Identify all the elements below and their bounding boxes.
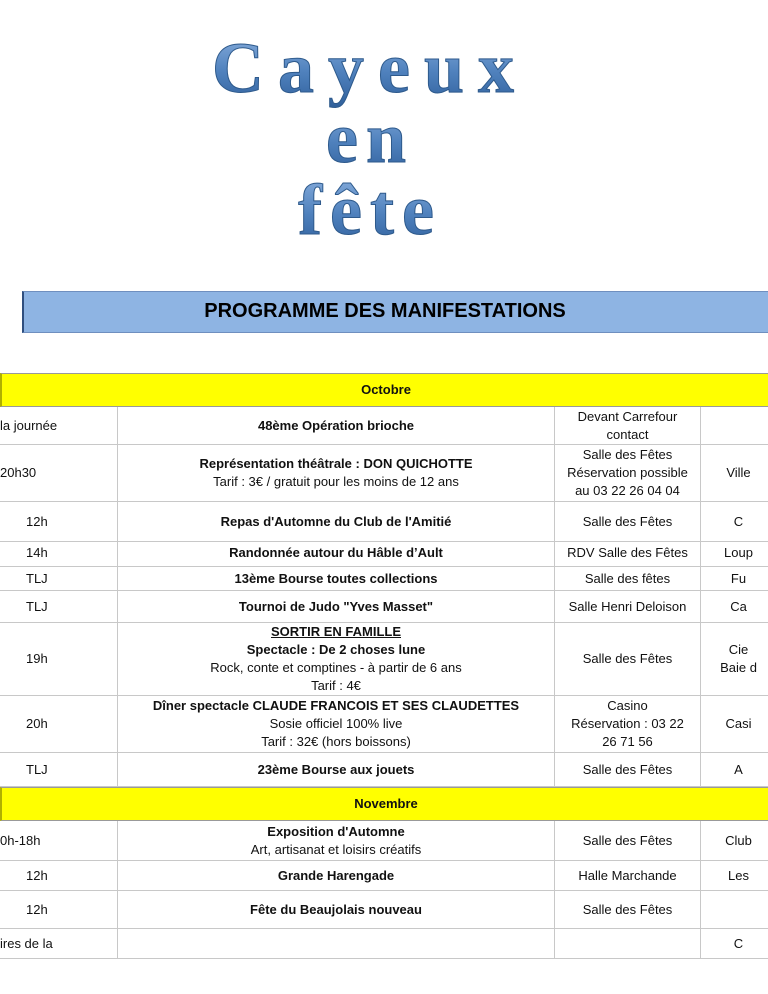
event-place (555, 891, 701, 928)
event-place-line: Casino (607, 698, 648, 713)
event-place (555, 861, 701, 890)
event-organizer-line: Cie (728, 642, 749, 657)
event-title-line: Dîner spectacle CLAUDE FRANCOIS ET SES CLAUDETTES (152, 698, 520, 713)
logo-line-3: fête (298, 170, 442, 250)
event-place-line: Salle Henri Deloison (568, 598, 687, 614)
event-time: la journée (0, 407, 118, 444)
event-time: TLJ (0, 753, 118, 786)
event-organizer-line: Club (725, 832, 752, 848)
event-organizer (701, 623, 768, 695)
event-row (0, 929, 768, 959)
event-title-line: 48ème Opération brioche (257, 417, 415, 433)
event-organizer (701, 540, 768, 566)
event-place (555, 623, 701, 695)
event-place (555, 540, 701, 566)
event-title (118, 623, 555, 695)
event-organizer-line: C (733, 513, 744, 529)
event-place (555, 591, 701, 622)
event-place (555, 929, 701, 958)
event-organizer-line: Casi (725, 716, 752, 731)
event-title-line: SORTIR EN FAMILLE (271, 624, 401, 639)
event-place (555, 567, 701, 590)
event-organizer-line: Loup (724, 545, 753, 560)
event-title-line: 13ème Bourse toutes collections (234, 570, 438, 586)
event-time: 12h (0, 861, 118, 890)
event-title-line: Tarif : 3€ / gratuit pour les moins de 12 ans (213, 474, 459, 489)
event-place-line: RDV Salle des Fêtes (567, 545, 688, 560)
event-row (0, 753, 768, 787)
event-time: 20h (0, 696, 118, 752)
event-row (0, 623, 768, 696)
event-time: 12h (0, 502, 118, 541)
event-organizer-line: A (734, 761, 743, 777)
event-title-line: Randonnée autour du Hâble d’Ault (229, 545, 443, 560)
event-title (118, 445, 555, 501)
event-row (0, 591, 768, 623)
event-place-line: Réservation possible (567, 465, 688, 480)
event-title-line: Art, artisanat et loisirs créatifs (250, 841, 422, 857)
logo-line-1: Cayeux (212, 28, 528, 108)
event-title-line: Spectacle : De 2 choses lune (246, 642, 426, 657)
event-title (118, 407, 555, 444)
event-title-line: Représentation théâtrale : DON QUICHOTTE (199, 456, 473, 471)
event-place-line: Salle des fêtes (584, 570, 671, 586)
event-title (118, 891, 555, 928)
event-place-line: 26 71 56 (602, 734, 653, 749)
event-place-line: Devant Carrefour (577, 408, 678, 424)
event-row (0, 696, 768, 753)
event-row (0, 891, 768, 929)
event-title-line: Exposition d'Automne (267, 823, 405, 839)
event-place-line: Salle des Fêtes (582, 447, 673, 462)
event-organizer (701, 445, 768, 501)
event-title-line: Rock, conte et comptines - à partir de 6 ans (210, 660, 462, 675)
event-title-line: Fête du Beaujolais nouveau (250, 901, 422, 917)
event-organizer (701, 567, 768, 590)
event-row (0, 445, 768, 502)
event-organizer-line: Ca (730, 598, 747, 614)
event-place-line: Réservation : 03 22 (571, 716, 684, 731)
event-row (0, 502, 768, 542)
event-row (0, 407, 768, 445)
event-organizer-line: C (733, 935, 744, 951)
event-title (118, 696, 555, 752)
event-title-line: 23ème Bourse aux jouets (257, 761, 415, 777)
event-time: 19h (0, 623, 118, 695)
event-organizer (701, 821, 768, 860)
event-title (118, 861, 555, 890)
event-place-line: Salle des Fêtes (582, 901, 673, 917)
event-place-line: Salle des Fêtes (582, 832, 673, 848)
event-time: 0h-18h (0, 821, 118, 860)
event-place (555, 696, 701, 752)
event-time: 14h (0, 540, 118, 566)
logo-wordart (0, 20, 768, 250)
event-title-line: Tournoi de Judo "Yves Masset" (238, 598, 434, 614)
event-place (555, 445, 701, 501)
event-row (0, 567, 768, 591)
event-row (0, 861, 768, 891)
event-place-line: contact (606, 426, 649, 442)
month-label: Novembre (354, 796, 418, 811)
event-place-line: Salle des Fêtes (582, 513, 673, 529)
event-place-line: Salle des Fêtes (582, 761, 673, 777)
event-title (118, 929, 555, 958)
event-organizer (701, 861, 768, 890)
event-organizer (701, 696, 768, 752)
event-organizer-line: Fu (730, 570, 747, 586)
event-title-line: Sosie officiel 100% live (269, 716, 403, 731)
event-place-line: au 03 22 26 04 04 (575, 483, 680, 498)
event-place-line: Halle Marchande (578, 867, 677, 883)
event-organizer-line: Ville (726, 465, 751, 480)
month-header-october (0, 373, 768, 407)
event-organizer (701, 591, 768, 622)
event-title-line: Tarif : 4€ (311, 678, 361, 693)
event-title (118, 502, 555, 541)
programme-title: PROGRAMME DES MANIFESTATIONS (204, 300, 566, 322)
event-time: ires de la (0, 929, 118, 958)
event-title (118, 821, 555, 860)
event-organizer (701, 891, 768, 928)
month-label: Octobre (361, 382, 411, 397)
event-time: 20h30 (0, 445, 118, 501)
event-organizer-line: Baie d (720, 660, 757, 675)
event-title (118, 567, 555, 590)
event-place (555, 753, 701, 786)
event-place-line: Salle des Fêtes (582, 651, 673, 666)
month-header-november (0, 787, 768, 821)
event-organizer (701, 929, 768, 958)
event-time: 12h (0, 891, 118, 928)
cayeux-en-fete-logo (0, 20, 768, 250)
event-organizer (701, 502, 768, 541)
event-title-line: Grande Harengade (277, 867, 395, 883)
event-title (118, 591, 555, 622)
logo-line-2: en (326, 98, 414, 178)
event-title-line: Repas d'Automne du Club de l'Amitié (220, 513, 452, 529)
event-time: TLJ (0, 591, 118, 622)
event-place (555, 821, 701, 860)
event-time: TLJ (0, 567, 118, 590)
event-organizer (701, 407, 768, 444)
event-row (0, 540, 768, 567)
event-place (555, 407, 701, 444)
event-organizer (701, 753, 768, 786)
event-organizer-line: Les (728, 867, 749, 883)
event-title-line: Tarif : 32€ (hors boissons) (261, 734, 411, 749)
event-place (555, 502, 701, 541)
programme-banner (22, 291, 768, 333)
event-row (0, 821, 768, 861)
event-title (118, 753, 555, 786)
event-title (118, 540, 555, 566)
